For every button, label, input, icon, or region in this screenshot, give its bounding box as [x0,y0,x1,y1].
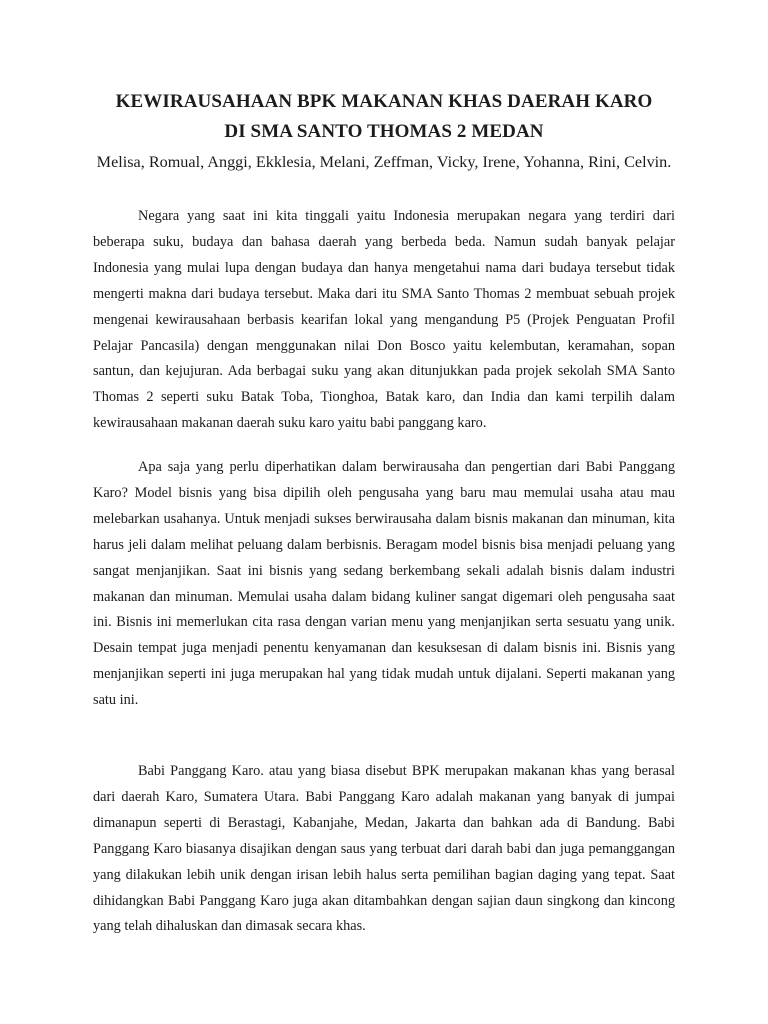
paragraph-intro: Negara yang saat ini kita tinggali yaitu Indonesia merupakan negara yang terdiri dari beberapa suku, budaya dan bahasa daerah yang berbeda beda. Namun sudah banyak pelajar Indonesia yang mulai lupa dengan budaya dan hanya mengetahui nama dari budaya tersebut tidak mengerti makna dari budaya tersebut. Maka dari itu SMA Santo Thomas 2 membuat sebuah projek mengenai kewirausahaan berbasis kearifan lokal yang mengandung P5 (Projek Penguatan Profil Pelajar Pancasila) dengan menggunakan nilai Don Bosco yaitu kelembutan, keramahan, sopan santun, dan kejujuran. Ada berbagai suku yang akan ditunjukkan pada projek sekolah SMA Santo Thomas 2 seperti suku Batak Toba, Tionghoa, Batak karo, dan India dan kami terpilih dalam kewirausahaan makanan daerah suku karo yaitu babi panggang karo. [93,208,675,432]
document-title-line-2: DI SMA SANTO THOMAS 2 MEDAN [224,121,544,142]
document-title-line-1: KEWIRAUSAHAAN BPK MAKANAN KHAS DAERAH KARO [115,91,653,112]
paragraph-bpk: Babi Panggang Karo. atau yang biasa disebut BPK merupakan makanan khas yang berasal dari daerah Karo, Sumatera Utara. Babi Panggang Karo adalah makanan yang banyak di jumpai dimanapun seperti di Berastagi, Kabanjahe, Medan, Jakarta dan bahkan ada di Bandung. Babi Panggang Karo biasanya disajikan dengan saus yang terbuat dari darah babi dan juga pemanggangan yang dilakukan lebih unik dengan irisan lebih halus serta pemilihan bagian daging yang tepat. Saat dihidangkan Babi Panggang Karo juga akan ditambahkan dengan sajian daun singkong dan kincong yang telah dihaluskan dan dimasak secara khas. [93,763,675,935]
paragraph-business: Apa saja yang perlu diperhatikan dalam berwirausaha dan pengertian dari Babi Panggang Karo? Model bisnis yang bisa dipilih oleh pengusaha yang baru mau memulai usaha atau mau melebarkan usahanya. Untuk menjadi sukses berwirausaha dalam bisnis makanan dan minuman, kita harus jeli dalam melihat peluang dalam berbisnis. Beragam model bisnis bisa menjadi peluang yang sangat menjanjikan. Saat ini bisnis yang sedang berkembang sekali adalah bisnis dalam industri makanan dan minuman. Memulai usaha dalam bidang kuliner sangat digemari oleh pengusaha saat ini. Bisnis ini memerlukan cita rasa dengan varian menu yang menjanjikan serta sesuatu yang unik. Desain tempat juga menjadi penentu kenyamanan dan kesuksesan di dalam bisnis ini. Bisnis yang menjanjikan seperti ini juga merupakan hal yang tidak mudah untuk dijalani. Seperti makanan yang satu ini. [93,459,675,709]
author-list: Melisa, Romual, Anggi, Ekklesia, Melani, Zeffman, Vicky, Irene, Yohanna, Rini, Celvin. [96,153,672,171]
